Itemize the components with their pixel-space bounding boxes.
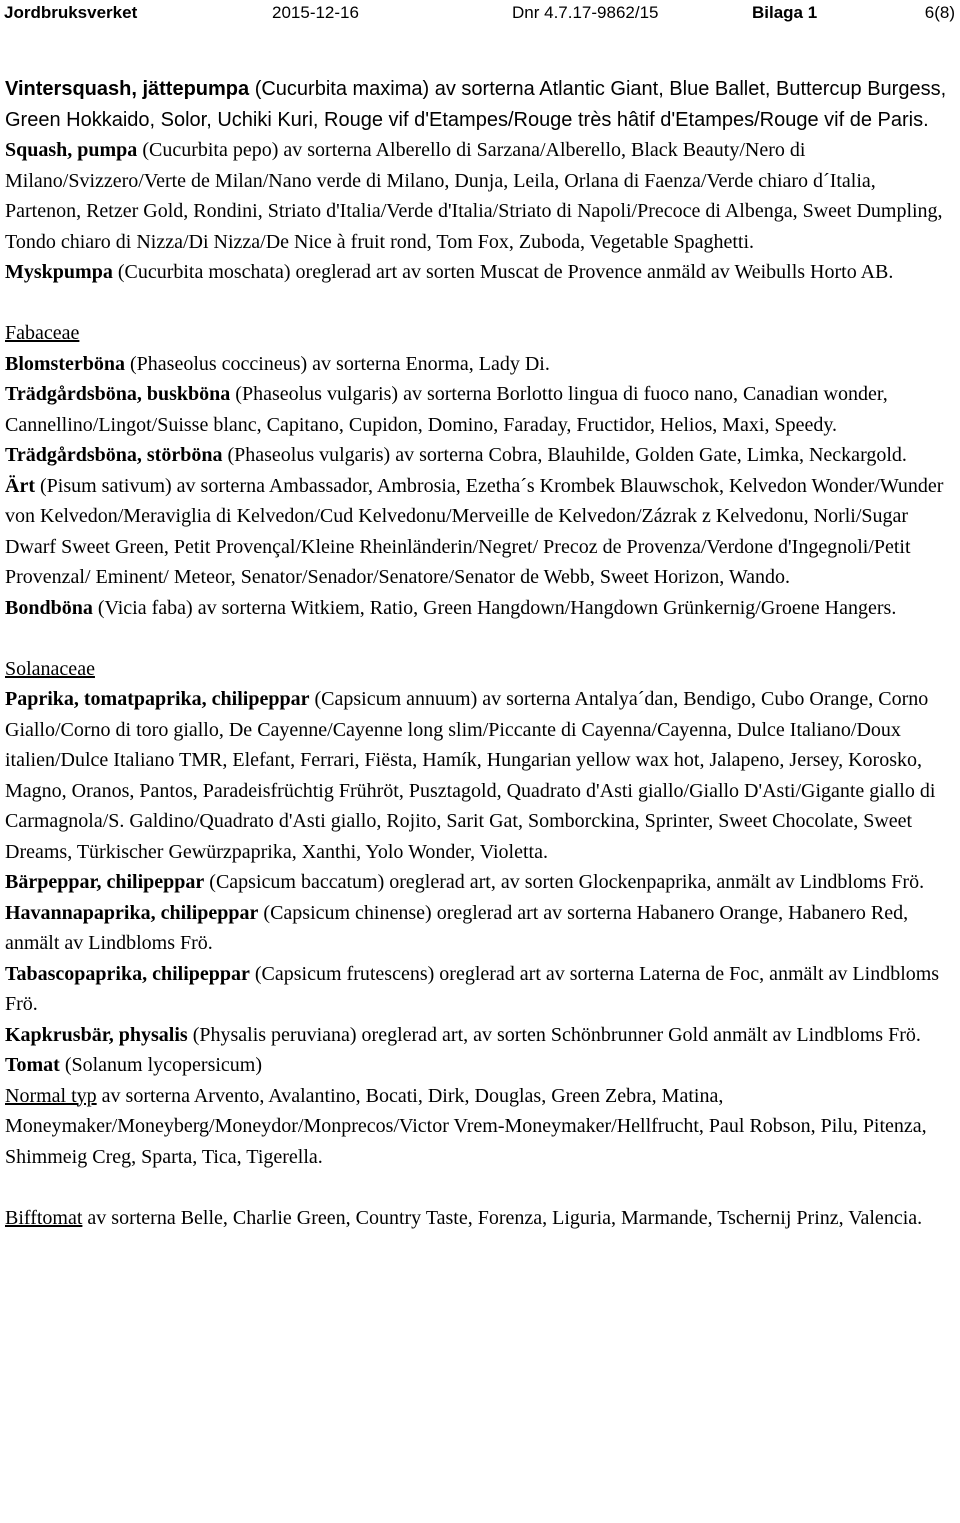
species-latin: (Capsicum annuum)	[314, 688, 478, 710]
spacer	[5, 623, 953, 654]
family-heading-fabaceae: Fabaceae	[5, 322, 80, 344]
spacer	[5, 1172, 953, 1203]
attachment-label: Bilaga 1	[752, 3, 818, 22]
species-name: Trädgårdsböna, buskböna	[5, 383, 231, 405]
species-entry	[5, 257, 953, 288]
species-varieties: av sorterna Witkiem, Ratio, Green Hangdown/Hangdown Grünkernig/Groene Hangers.	[192, 596, 897, 619]
document-date: 2015-12-16	[272, 3, 359, 22]
species-name: Ärt	[5, 474, 35, 497]
registration-number: Dnr 4.7.17-9862/15	[512, 3, 659, 22]
species-varieties: oreglerad art av sorten Muscat de Provence anmäld av Weibulls Horto AB.	[290, 261, 894, 283]
species-latin: (Phaseolus vulgaris)	[227, 444, 391, 466]
species-varieties: av sorterna Ambassador, Ambrosia, Ezetha´s Krombek Blauwschok, Kelvedon Wonder/Wunder von Kelvedon/Meraviglia di Kelvedon/Cud Kelvedonu/Merveille de Kelvedon/Zázrak z Kelvedonu, Norli/Sugar Dwarf Sweet Green, Petit Provençal/Kleine Rheinländerin/Negret/ Precoz de Provenza/Verdone d'Ingegnoli/Petit Provenzal/ Eminent/ Meteor, Senator/Senador/Senatore/Senator de Webb, Sweet Horizon, Wando.	[5, 474, 944, 588]
species-varieties: oreglerad art, av sorten Glockenpaprika, anmält av Lindbloms Frö.	[384, 871, 925, 893]
species-entry	[5, 379, 953, 440]
species-name: Tabascopaprika, chilipeppar	[5, 962, 250, 985]
species-entry	[5, 898, 953, 959]
species-entry	[5, 74, 953, 135]
species-name: Bondböna	[5, 596, 93, 619]
species-name: Trädgårdsböna, störböna	[5, 444, 223, 466]
species-name: Tomat	[5, 1054, 60, 1076]
species-varieties: av sorterna Belle, Charlie Green, Country Taste, Forenza, Liguria, Marmande, Tschernij Prinz, Valencia.	[82, 1206, 923, 1229]
species-name: Myskpumpa	[5, 261, 113, 283]
species-latin: (Cucurbita moschata)	[117, 261, 291, 283]
species-varieties: av sorterna Cobra, Blauhilde, Golden Gate, Limka, Neckargold.	[390, 444, 907, 466]
species-name: Kapkrusbär, physalis	[5, 1023, 188, 1046]
species-varieties: av sorterna Atlantic Giant, Blue Ballet, Buttercup Burgess, Green Hokkaido, Solor, Uchiki Kuri, Rouge vif d'Etampes/Rouge très hâtif d'Etampes/Rouge vif de Paris.	[5, 78, 947, 131]
species-name: Squash, pumpa	[5, 139, 138, 161]
species-name: Bärpeppar, chilipeppar	[5, 871, 205, 893]
species-varieties: av sorterna Antalya´dan, Bendigo, Cubo Orange, Corno Giallo/Corno di toro giallo, De Cayenne/Cayenne long slim/Piccante di Cayenna/Cayenna, Dulce Italiano/Doux italien/Dulce Italiano TMR, Elefant, Ferrari, Fiësta, Hamík, Hungarian yellow wax hot, Jalapeno, Jersey, Korosko, Magno, Oranos, Pantos, Paradeisfrüchtig Frühröt, Pusztagold, Quadrato d'Asti giallo/Giallo D'Asti/Gigante giallo di Carmagnola/S. Galdino/Quadrato d'Asti giallo, Rojito, Sarit Gat, Somborckina, Sprinter, Sweet Chocolate, Sweet Dreams, Türkischer Gewürzpaprika, Xanthi, Yolo Wonder, Violetta.	[5, 688, 936, 863]
species-varieties: av sorterna Arvento, Avalantino, Bocati, Dirk, Douglas, Green Zebra, Matina, Moneymaker/Moneyberg/Moneydor/Monprecos/Victor Vrem-Moneymaker/Hellfrucht, Paul Robson, Pilu, Pitenza, Shimmeig Creg, Sparta, Tica, Tigerella.	[5, 1084, 927, 1168]
species-name: Havannapaprika, chilipeppar	[5, 901, 259, 924]
tomato-beef-type	[5, 1203, 953, 1234]
species-latin: (Capsicum baccatum)	[209, 871, 385, 893]
species-latin: (Vicia faba)	[97, 596, 193, 619]
species-latin: (Capsicum chinense)	[263, 901, 432, 924]
species-name: Blomsterböna	[5, 352, 125, 375]
species-entry	[5, 684, 953, 867]
species-latin: (Physalis peruviana)	[192, 1023, 357, 1046]
spacer	[5, 288, 953, 319]
species-latin: (Cucurbita pepo)	[142, 139, 279, 161]
species-entry	[5, 1020, 953, 1051]
species-name: Vintersquash, jättepumpa	[5, 78, 250, 100]
species-varieties: av sorterna Enorma, Lady Di.	[307, 352, 550, 375]
tomato-type-label: Normal typ	[5, 1084, 97, 1107]
species-entry	[5, 867, 953, 898]
species-entry	[5, 471, 953, 593]
species-entry	[5, 959, 953, 1020]
agency-name: Jordbruksverket	[4, 3, 138, 22]
species-name: Paprika, tomatpaprika, chilipeppar	[5, 688, 310, 710]
species-varieties: av sorterna Alberello di Sarzana/Alberello, Black Beauty/Nero di Milano/Svizzero/Verte de Milan/Nano verde di Milano, Dunja, Leila, Orlana di Faenza/Verde chiaro d´Italia, Partenon, Retzer Gold, Rondini, Striato d'Italia/Verde d'Italia/Striato di Napoli/Precoce di Albenga, Sweet Dumpling, Tondo chiaro di Nizza/Di Nizza/De Nice à fruit rond, Tom Fox, Zuboda, Vegetable Spaghetti.	[5, 139, 943, 253]
species-latin: (Capsicum frutescens)	[254, 962, 435, 985]
species-entry	[5, 440, 953, 471]
species-varieties: oreglerad art av sorterna Habanero Orange, Habanero Red, anmält av Lindbloms Frö.	[5, 901, 909, 954]
species-varieties: av sorterna Borlotto lingua di fuoco nano, Canadian wonder, Cannellino/Lingot/Suisse blanc, Capitano, Cupidon, Domino, Faraday, Fructidor, Helios, Maxi, Speedy.	[5, 383, 888, 436]
species-latin: (Phaseolus coccineus)	[130, 352, 308, 375]
document-body	[5, 74, 953, 1233]
page-number: 6(8)	[924, 3, 955, 22]
tomato-type-label: Bifftomat	[5, 1206, 83, 1229]
species-entry	[5, 349, 953, 380]
species-latin: (Cucurbita maxima)	[254, 78, 430, 100]
species-varieties: oreglerad art av sorterna Laterna de Foc, anmält av Lindbloms Frö.	[5, 962, 940, 1015]
tomato-normal-type	[5, 1081, 953, 1173]
species-latin: (Pisum sativum)	[39, 474, 172, 497]
family-heading-solanaceae: Solanaceae	[5, 657, 95, 680]
species-entry-tomato	[5, 1050, 953, 1081]
species-entry	[5, 135, 953, 257]
species-latin: (Solanum lycopersicum)	[64, 1054, 263, 1076]
species-entry	[5, 593, 953, 624]
species-latin: (Phaseolus vulgaris)	[235, 383, 399, 405]
species-varieties: oreglerad art, av sorten Schönbrunner Gold anmält av Lindbloms Frö.	[356, 1023, 921, 1046]
page-header	[0, 0, 960, 26]
